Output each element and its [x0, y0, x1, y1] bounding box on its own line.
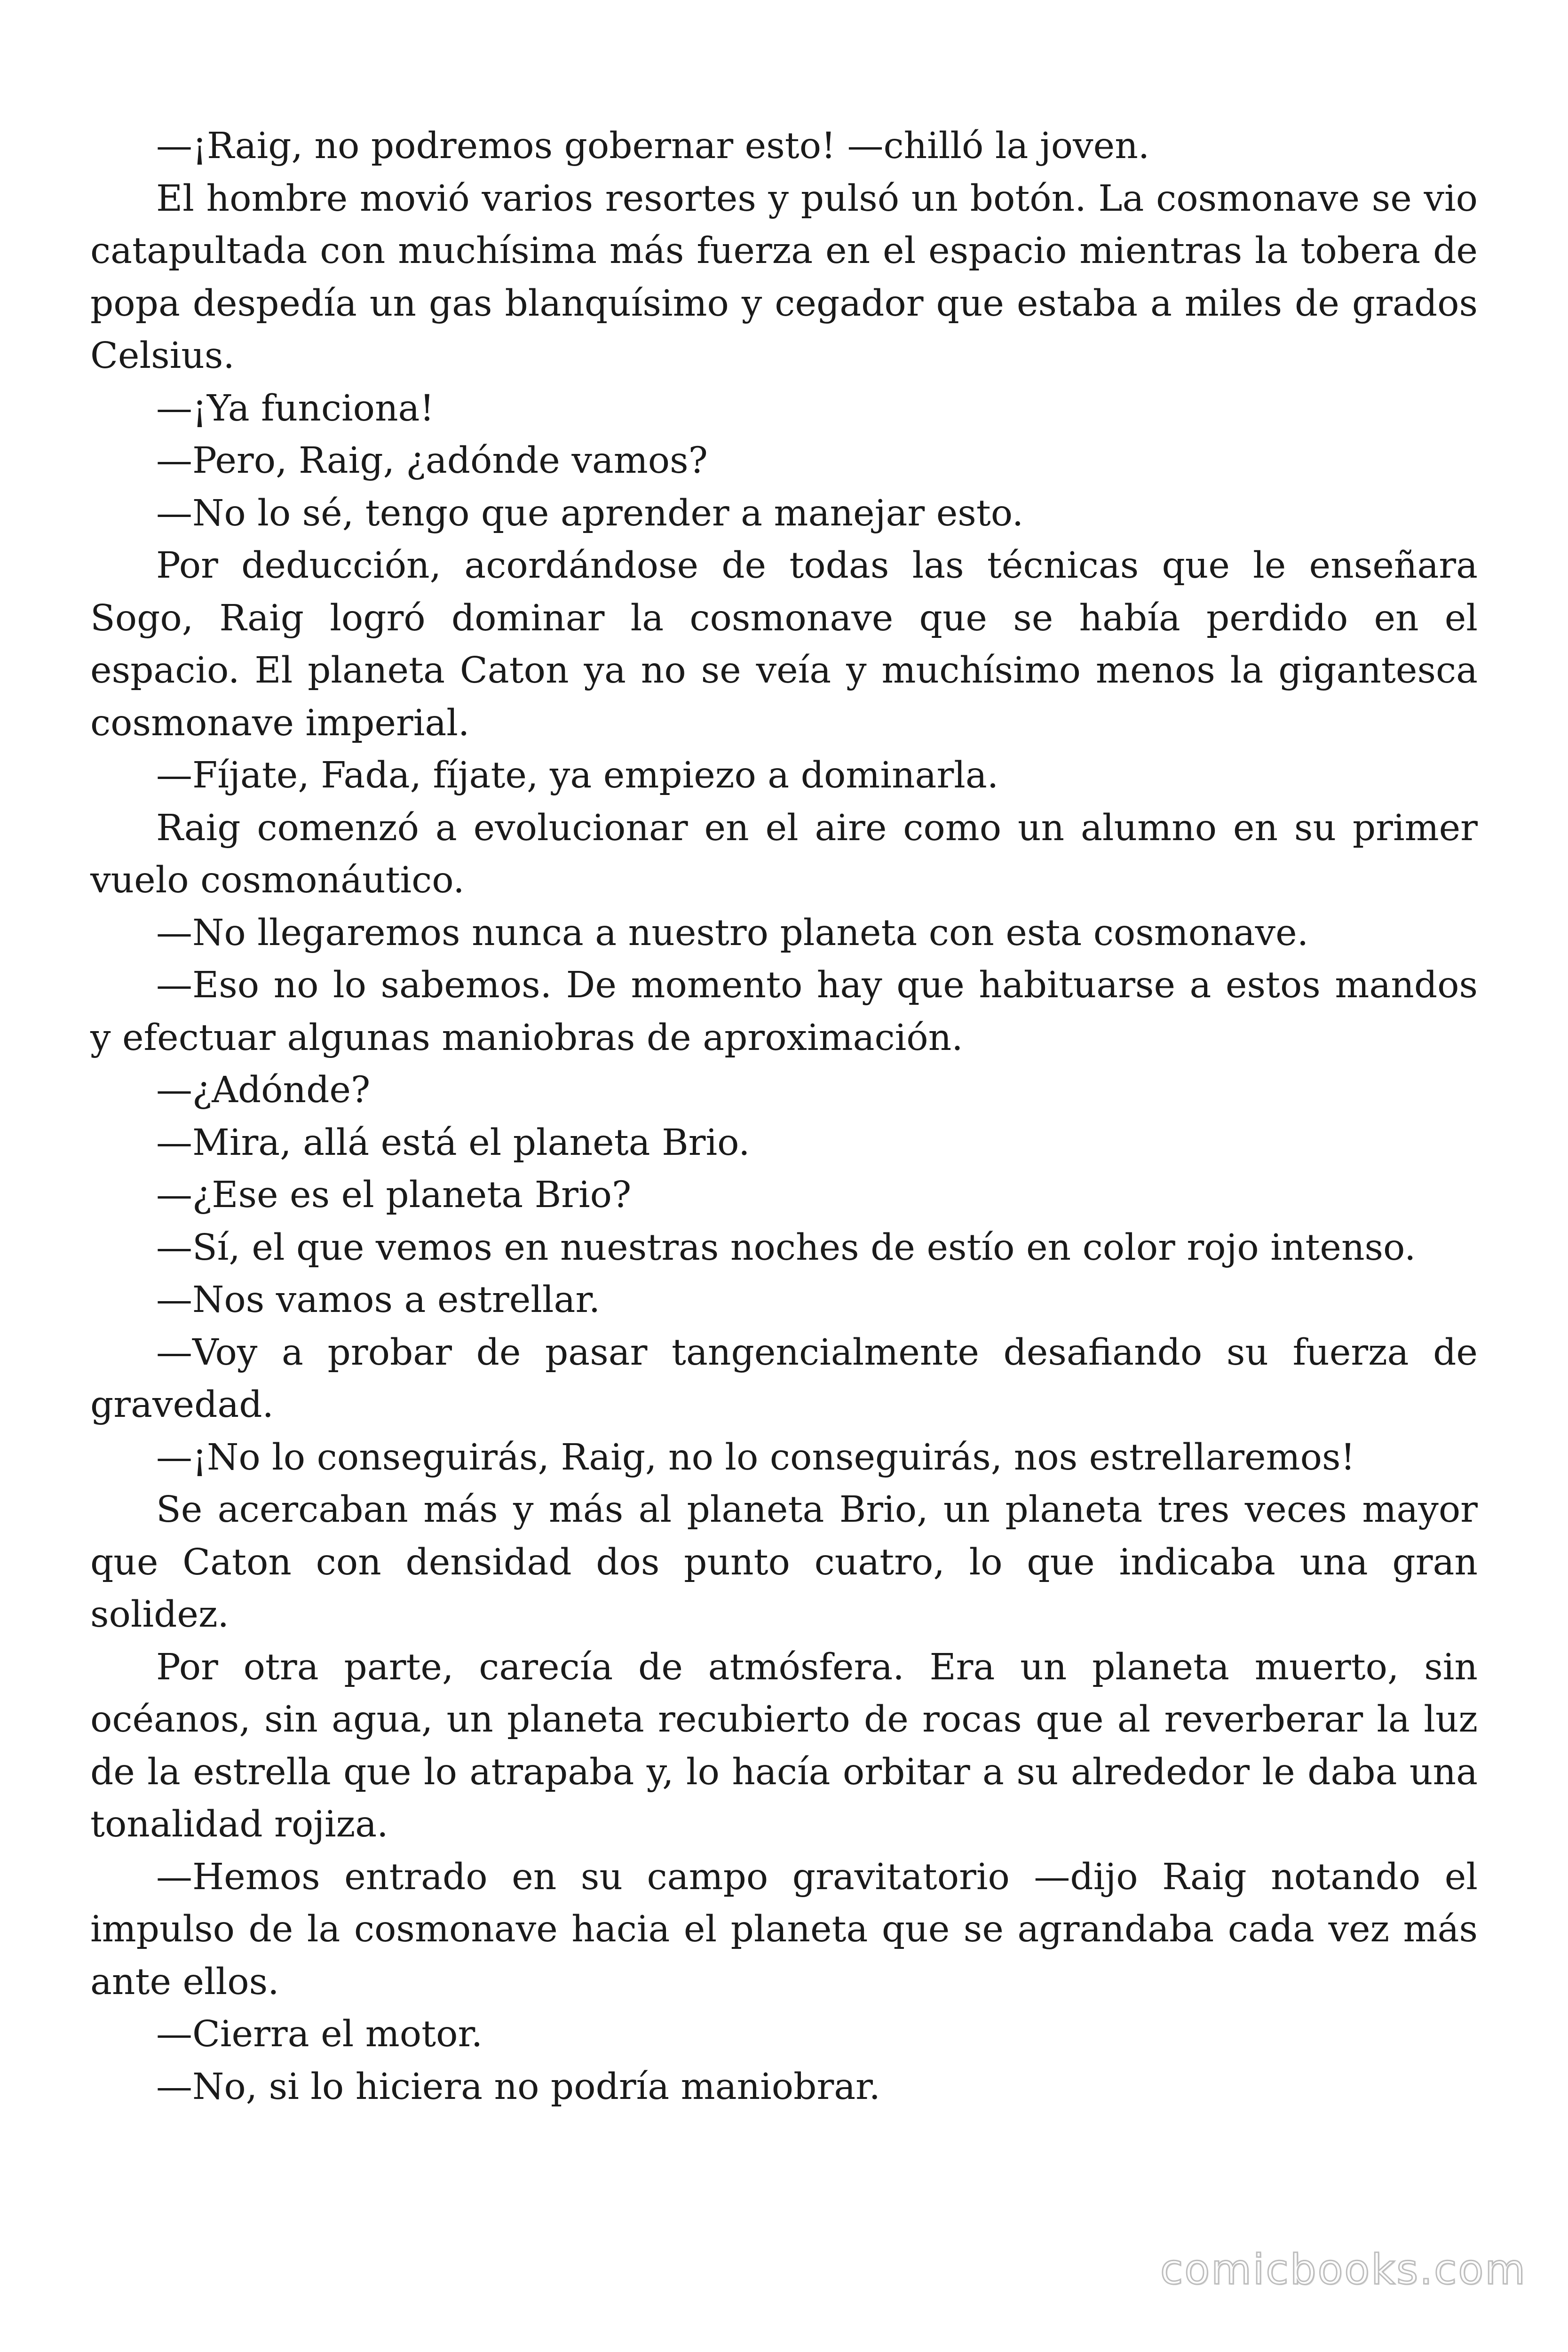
paragraph: Por otra parte, carecía de atmósfera. Era un planeta muerto, sin océanos, sin agua, un planeta recubierto de rocas que al reverberar la luz de la estrella que lo atrapaba y, lo hacía orbitar a su alrededor le daba una tonalidad rojiza. — [90, 1646, 1478, 1845]
paragraph: —¡No lo conseguirás, Raig, no lo conseguirás, nos estrellaremos! — [156, 1436, 1355, 1478]
paragraph: —¡Raig, no podremos gobernar esto! —chilló la joven. — [156, 125, 1150, 167]
paragraph: —Cierra el motor. — [156, 2013, 483, 2055]
paragraph: —No llegaremos nunca a nuestro planeta con esta cosmonave. — [156, 912, 1309, 954]
paragraph: —Hemos entrado en su campo gravitatorio —dijo Raig notando el impulso de la cosmonave hacia el planeta que se agrandaba cada vez más ante ellos. — [90, 1856, 1478, 2003]
paragraph: —Fíjate, Fada, fíjate, ya empiezo a dominarla. — [156, 755, 999, 796]
paragraph: —No lo sé, tengo que aprender a manejar esto. — [156, 492, 1024, 534]
paragraph: —Voy a probar de pasar tangencialmente desafiando su fuerza de gravedad. — [90, 1331, 1478, 1426]
paragraph: —Mira, allá está el planeta Brio. — [156, 1121, 750, 1164]
paragraph: —Sí, el que vemos en nuestras noches de estío en color rojo intenso. — [156, 1226, 1416, 1269]
paragraph: —Nos vamos a estrellar. — [156, 1279, 601, 1321]
paragraph: El hombre movió varios resortes y pulsó un botón. La cosmonave se vio catapultada con muchísima más fuerza en el espacio mientras la tobera de popa despedía un gas blanquísimo y cegador que estaba a miles de grados Celsius. — [90, 177, 1478, 377]
paragraph: Se acercaban más y más al planeta Brio, un planeta tres veces mayor que Caton con densidad dos punto cuatro, lo que indicaba una gran solidez. — [90, 1489, 1478, 1636]
watermark: comicbooks.com — [1160, 2245, 1527, 2294]
paragraph: —¿Ese es el planeta Brio? — [156, 1174, 632, 1216]
paragraph: —No, si lo hiciera no podría maniobrar. — [156, 2066, 880, 2108]
paragraph: —¿Adónde? — [156, 1069, 371, 1111]
page-text — [90, 120, 1478, 2113]
paragraph: Por deducción, acordándose de todas las técnicas que le enseñara Sogo, Raig logró dominar la cosmonave que se había perdido en el espacio. El planeta Caton ya no se veía y muchísimo menos la gigantesca cosmonave imperial. — [90, 545, 1478, 744]
paragraph: —Pero, Raig, ¿adónde vamos? — [156, 440, 708, 482]
paragraph: Raig comenzó a evolucionar en el aire como un alumno en su primer vuelo cosmonáutico. — [90, 807, 1478, 901]
paragraph: —¡Ya funciona! — [156, 387, 435, 429]
paragraph: —Eso no lo sabemos. De momento hay que habituarse a estos mandos y efectuar algunas maniobras de aproximación. — [90, 964, 1478, 1059]
